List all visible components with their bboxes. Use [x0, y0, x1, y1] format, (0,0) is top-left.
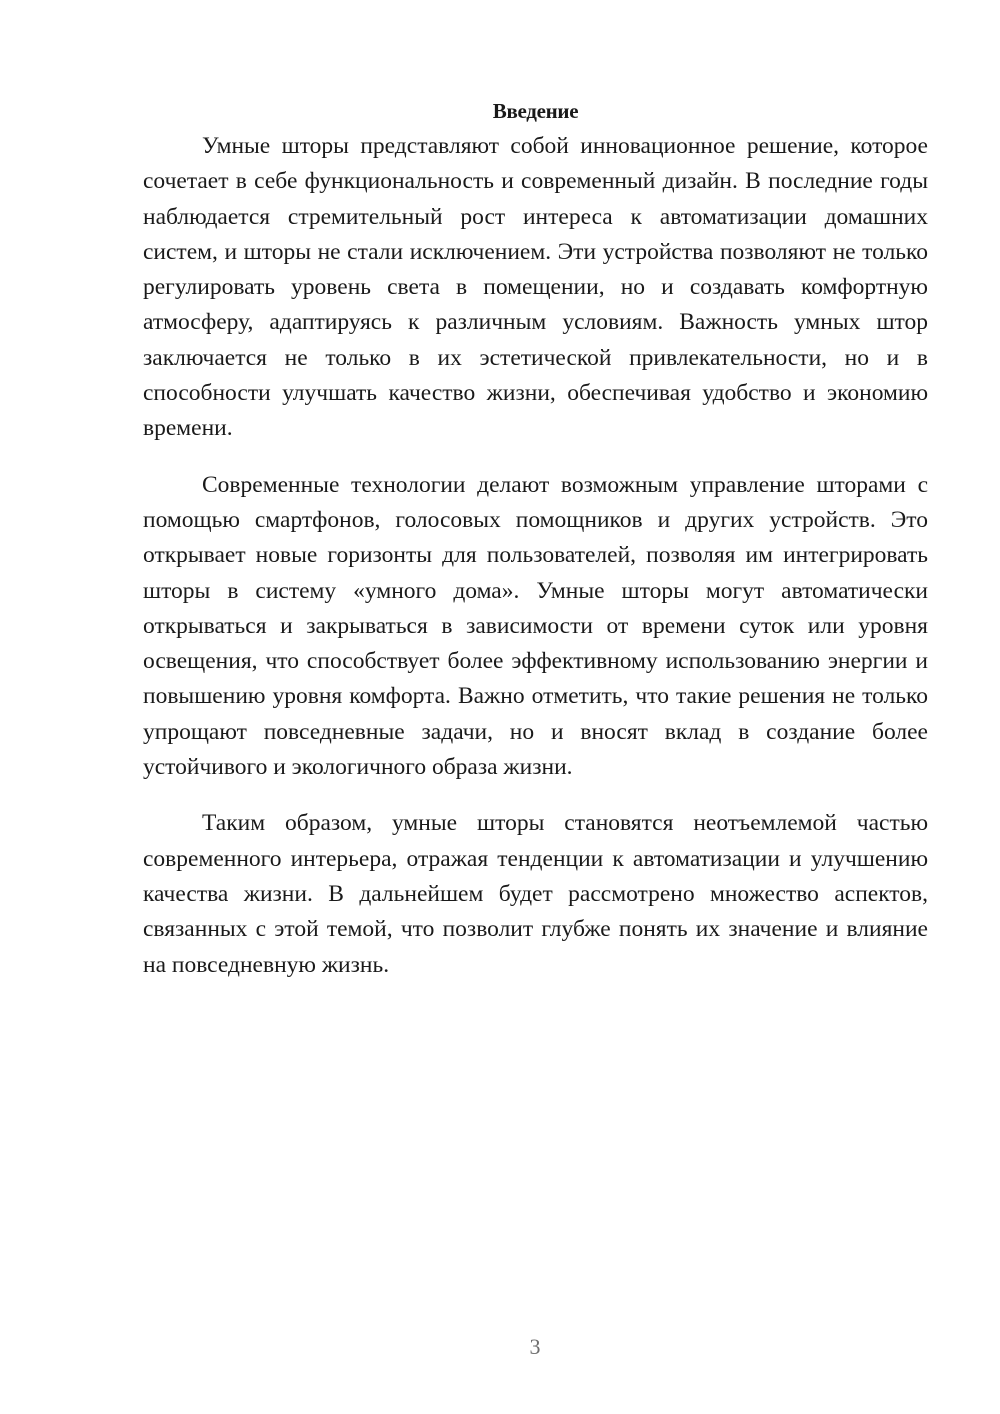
paragraph-1: Умные шторы представляют собой инновационное решение, которое сочетает в себе функциональность и современный дизайн. В последние годы наблюдается стремительный рост интереса к автоматизации домашних систем, и шторы не стали исключением. Эти устройства позволяют не только регулировать уровень света в помещении, но и создавать комфортную атмосферу, адаптируясь к различным условиям. Важность умных штор заключается не только в их эстетической привлекательности, но и в способности улучшать качество жизни, обеспечивая удобство и экономию времени. — [143, 133, 928, 442]
page-number: 3 — [529, 1334, 541, 1359]
paragraph-2: Современные технологии делают возможным управление шторами с помощью смартфонов, голосовых помощников и других устройств. Это открывает новые горизонты для пользователей, позволяя им интегрировать шторы в систему «умного дома». Умные шторы могут автоматически открываться и закрываться в зависимости от времени суток или уровня освещения, что способствует более эффективному использованию энергии и повышению уровня комфорта. Важно отметить, что такие решения не только упрощают повседневные задачи, но и вносят вклад в создание более устойчивого и экологичного образа жизни. — [143, 471, 928, 781]
paragraph-3: Таким образом, умные шторы становятся неотъемлемой частью современного интерьера, отражая тенденции к автоматизации и улучшению качества жизни. В дальнейшем будет рассмотрено множество аспектов, связанных с этой темой, что позволит глубже понять их значение и влияние на повседневную жизнь. — [143, 810, 928, 978]
page-content — [143, 94, 928, 983]
section-heading: Введение — [492, 99, 579, 123]
